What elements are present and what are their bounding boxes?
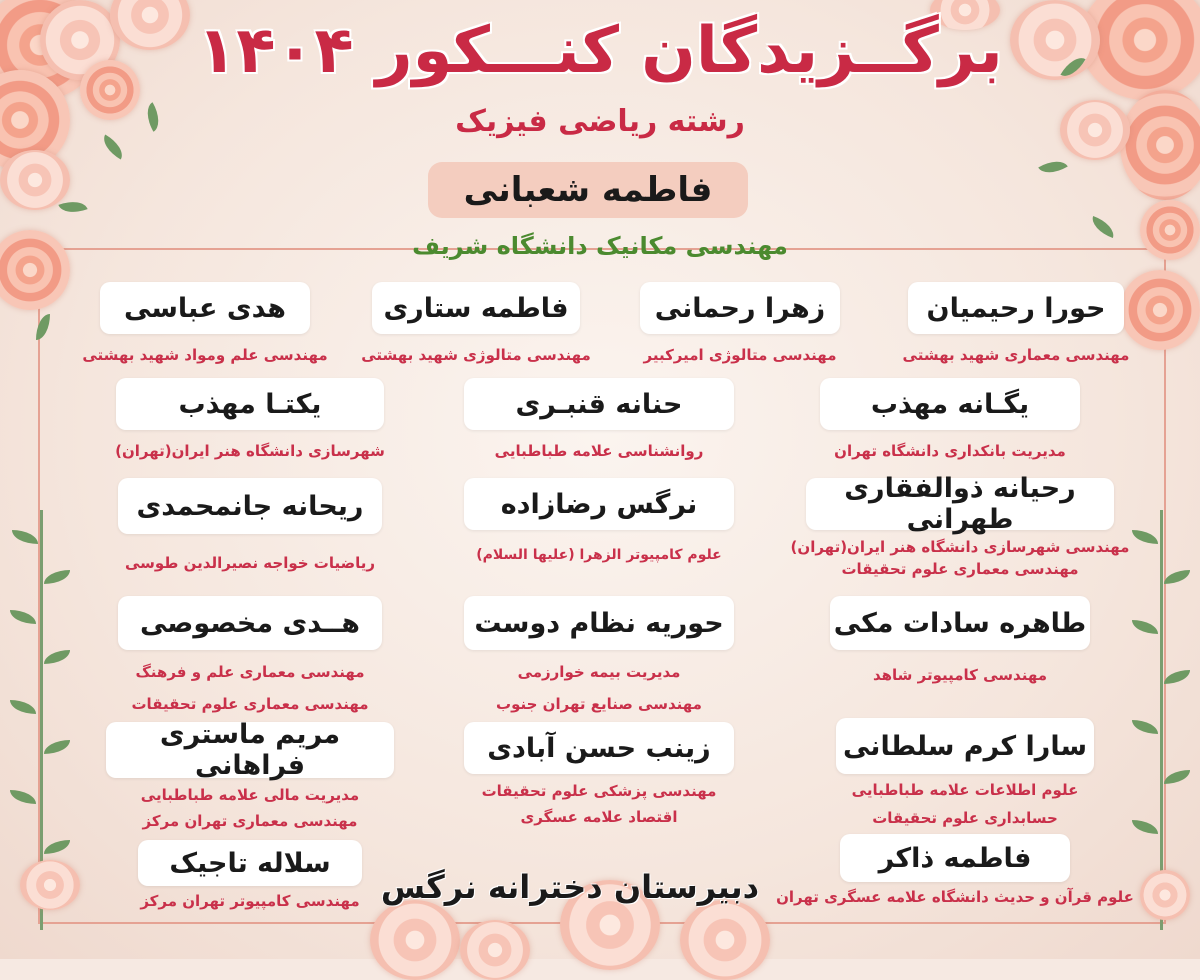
student-card xyxy=(630,282,850,366)
student-major: علوم کامپیوتر الزهرا (علیها السلام) xyxy=(476,547,722,563)
student-major: مهندسی علم ومواد شهید بهشتی xyxy=(82,346,328,364)
student-major: مدیریت مالی علامه طباطبایی xyxy=(140,786,360,804)
student-name: فاطمه ستاری xyxy=(372,282,580,334)
student-major: حسابداری علوم تحقیقات xyxy=(872,809,1058,827)
student-major: مهندسی پزشکی علوم تحقیقات xyxy=(481,782,717,800)
student-major: شهرسازی دانشگاه هنر ایران(تهران) xyxy=(115,442,385,460)
page-subtitle: رشته ریاضی فیزیک xyxy=(455,104,745,139)
student-major: مهندسی کامپیوتر تهران مرکز xyxy=(140,892,360,910)
school-name: دبیرستان دخترانه نرگس xyxy=(380,868,760,906)
student-card xyxy=(820,378,1080,462)
student-card xyxy=(106,719,394,834)
student-name: ریحانه جانمحمدی xyxy=(118,478,382,534)
page-title: برگــزیدگان کنـــکور ۱۴۰۴ xyxy=(197,14,1003,88)
student-major: مهندسی معماری شهید بهشتی xyxy=(902,346,1130,364)
student-card xyxy=(352,282,600,366)
student-name: سارا کرم سلطانی xyxy=(836,718,1094,774)
student-major: مهندسی شهرسازی دانشگاه هنر ایران(تهران) xyxy=(790,538,1130,556)
student-card xyxy=(110,378,390,462)
student-major: علوم اطلاعات علامه طباطبایی xyxy=(851,781,1079,799)
student-name: رحیانه ذوالفقاری طهرانی xyxy=(806,478,1114,530)
student-card xyxy=(464,478,734,566)
student-card xyxy=(110,596,390,720)
student-major: مدیریت بانکداری دانشگاه تهران xyxy=(834,442,1066,460)
student-major: مهندسی معماری علوم تحقیقات xyxy=(841,560,1079,578)
student-name: فاطمه ذاکر xyxy=(840,834,1070,882)
student-name: هــدی مخصوصی xyxy=(118,596,382,650)
student-name: زهرا رحمانی xyxy=(640,282,840,334)
student-major: مهندسی معماری تهران مرکز xyxy=(142,812,358,830)
student-major: مهندسی متالوژی امیرکبیر xyxy=(643,346,837,364)
student-major: مهندسی متالوژی شهید بهشتی xyxy=(361,346,591,364)
student-name: یکتـا مهذب xyxy=(116,378,384,430)
student-name: حنانه قنبـری xyxy=(464,378,734,430)
student-major: مهندسی کامپیوتر شاهد xyxy=(872,666,1048,684)
student-card xyxy=(120,840,380,912)
student-name: حوریه نظام دوست xyxy=(464,596,734,650)
student-name: طاهره سادات مکی xyxy=(830,596,1090,650)
student-card xyxy=(760,834,1150,908)
student-major: مدیریت بیمه خوارزمی xyxy=(517,663,681,681)
student-card xyxy=(464,378,734,462)
student-name: زینب حسن آبادی xyxy=(464,722,734,774)
student-card xyxy=(898,282,1134,366)
student-major: اقتصاد علامه عسگری xyxy=(520,808,678,826)
student-name: هدی عباسی xyxy=(100,282,310,334)
student-major: مهندسی معماری علم و فرهنگ xyxy=(135,663,365,681)
student-card xyxy=(790,473,1130,580)
student-name: سلاله تاجیک xyxy=(138,840,362,886)
student-name: مریم ماستری فراهانی xyxy=(106,722,394,778)
top-student-major: مهندسی مکانیک دانشگاه شریف xyxy=(412,232,788,260)
student-major: مهندسی صنایع تهران جنوب xyxy=(496,695,702,713)
student-card xyxy=(830,718,1100,832)
student-major: مهندسی معماری علوم تحقیقات xyxy=(131,695,369,713)
student-card xyxy=(464,596,734,720)
student-major: ریاضیات خواجه نصیرالدین طوسی xyxy=(124,554,376,572)
student-card xyxy=(110,478,390,574)
student-name: حورا رحیمیان xyxy=(908,282,1124,334)
student-major: روانشناسی علامه طباطبایی xyxy=(494,442,704,460)
top-student-name: فاطمه شعبانی xyxy=(428,162,748,218)
student-card xyxy=(80,282,330,366)
student-major: علوم قرآن و حدیث دانشگاه علامه عسگری تهران xyxy=(776,888,1134,906)
student-name: نرگس رضازاده xyxy=(464,478,734,530)
student-name: یگـانه مهذب xyxy=(820,378,1080,430)
student-card xyxy=(464,722,734,830)
student-card xyxy=(820,596,1100,686)
